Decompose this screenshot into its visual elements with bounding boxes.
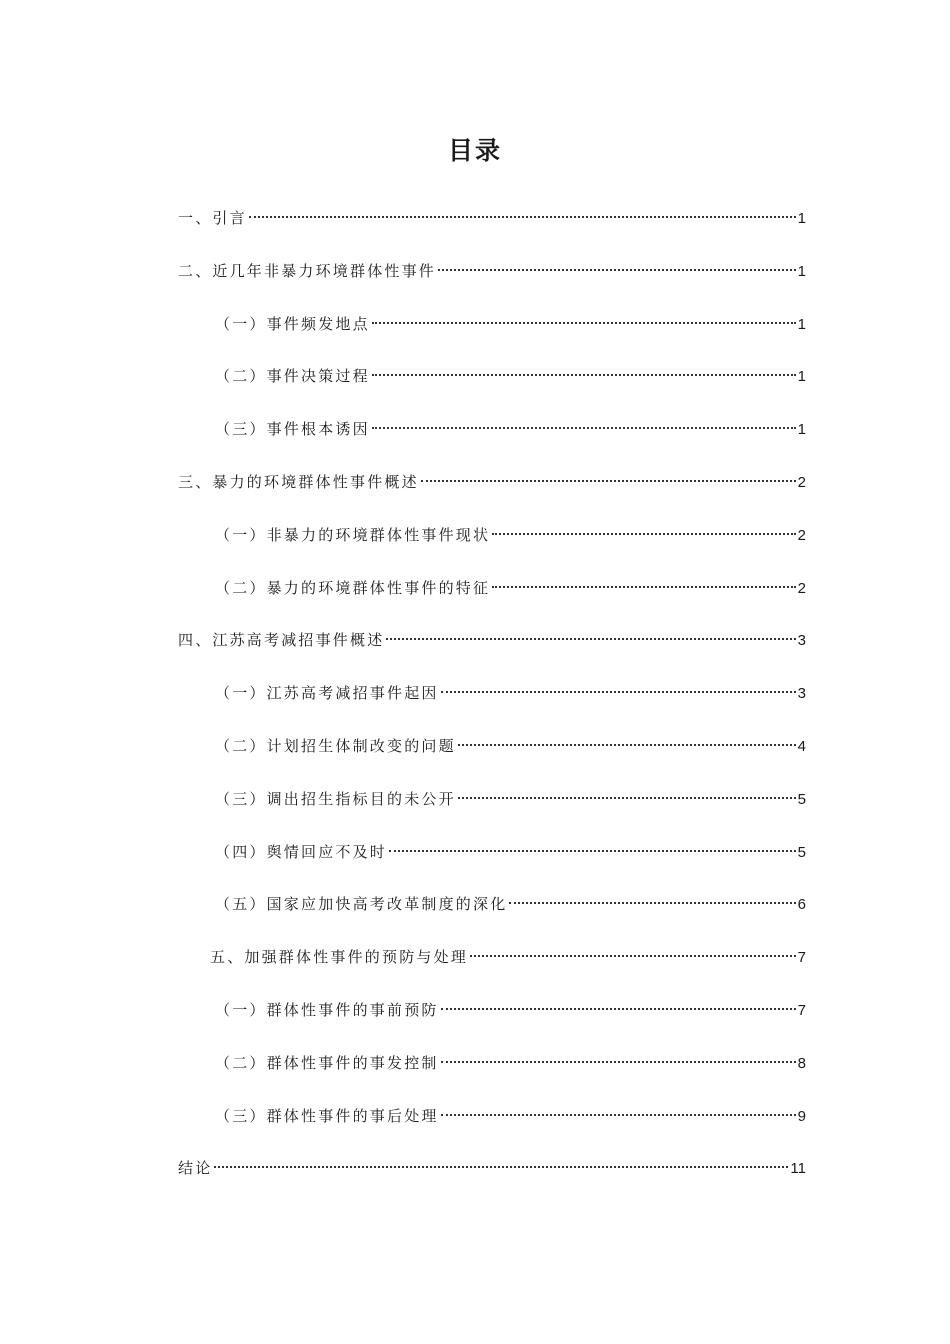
toc-entry[interactable] [178,785,806,838]
toc-page-number: 7 [797,949,806,967]
toc-dot-leader [214,1166,788,1168]
toc-page-number: 1 [797,210,806,227]
toc-dot-leader [441,1008,796,1010]
toc-entry-text: （二）群体性事件的事发控制 [215,1053,439,1072]
table-of-contents [178,204,806,1207]
toc-title: 目录 [447,136,502,165]
toc-entry-text: 四、江苏高考减招事件概述 [178,631,385,650]
toc-page-number: 1 [797,315,806,333]
toc-entry[interactable] [178,257,806,310]
toc-entry[interactable] [178,204,806,257]
toc-dot-leader [441,1114,796,1116]
toc-entry-text: （三）事件根本诱因 [215,420,370,439]
toc-dot-leader [386,638,795,640]
toc-page-number: 6 [797,896,806,914]
toc-page-number: 1 [797,368,806,386]
toc-dot-leader [372,427,796,429]
toc-page-number: 3 [797,685,806,703]
toc-entry[interactable] [178,679,806,732]
toc-entry[interactable] [178,1154,806,1207]
toc-page-number: 11 [790,1160,806,1178]
toc-page-number: 9 [797,1107,806,1125]
toc-dot-leader [492,533,795,535]
toc-page-number: 5 [797,843,806,861]
toc-entry-text: （四）舆情回应不及时 [215,842,388,861]
toc-page-number: 1 [797,421,806,439]
toc-page-number: 5 [797,790,806,808]
toc-page-number: 2 [797,526,806,544]
toc-dot-leader [438,269,796,271]
toc-entry[interactable] [178,943,806,996]
toc-entry-text: 三、暴力的环境群体性事件概述 [178,472,419,491]
toc-dot-leader [372,322,796,324]
toc-entry-text: （一）事件频发地点 [215,314,370,333]
toc-entry-text: （一）群体性事件的事前预防 [215,1000,439,1019]
toc-entry[interactable] [178,732,806,785]
toc-entry-text: 五、加强群体性事件的预防与处理 [210,948,469,967]
toc-page-number: 4 [797,737,806,755]
toc-entry[interactable] [178,521,806,574]
toc-dot-leader [492,586,795,588]
toc-entry-text: 二、近几年非暴力环境群体性事件 [178,261,437,280]
toc-dot-leader [509,902,795,904]
toc-entry[interactable] [178,310,806,363]
toc-entry[interactable] [178,574,806,627]
toc-dot-leader [441,691,796,693]
toc-page-number: 3 [797,632,806,650]
toc-entry-text: （一）江苏高考减招事件起因 [215,684,439,703]
toc-entry-text: （五）国家应加快高考改革制度的深化 [215,895,508,914]
toc-dot-leader [249,216,796,218]
toc-entry[interactable] [178,362,806,415]
toc-entry[interactable] [178,1049,806,1102]
toc-dot-leader [441,1061,796,1063]
toc-entry-text: （一）非暴力的环境群体性事件现状 [215,525,491,544]
toc-page-number: 2 [797,579,806,597]
toc-dot-leader [372,374,796,376]
toc-entry-text: （三）群体性事件的事后处理 [215,1106,439,1125]
toc-dot-leader [389,850,796,852]
toc-entry[interactable] [178,838,806,891]
toc-entry-text: 一、引言 [178,209,247,227]
toc-entry-text: 结论 [178,1159,213,1178]
toc-page-number: 1 [797,262,806,280]
toc-dot-leader [458,797,796,799]
toc-page-number: 2 [797,473,806,491]
toc-entry-text: （二）事件决策过程 [215,367,370,386]
toc-entry[interactable] [178,996,806,1049]
toc-entry-text: （三）调出招生指标目的未公开 [215,789,456,808]
toc-entry[interactable] [178,1102,806,1155]
toc-dot-leader [421,480,796,482]
toc-entry-text: （二）暴力的环境群体性事件的特征 [215,578,491,597]
toc-dot-leader [470,955,796,957]
toc-page-number: 8 [797,1054,806,1072]
toc-dot-leader [458,744,796,746]
toc-entry[interactable] [178,626,806,679]
toc-entry[interactable] [178,890,806,943]
toc-entry[interactable] [178,468,806,521]
toc-page-number: 7 [797,1001,806,1019]
toc-entry-text: （二）计划招生体制改变的问题 [215,736,456,755]
toc-entry[interactable] [178,415,806,468]
